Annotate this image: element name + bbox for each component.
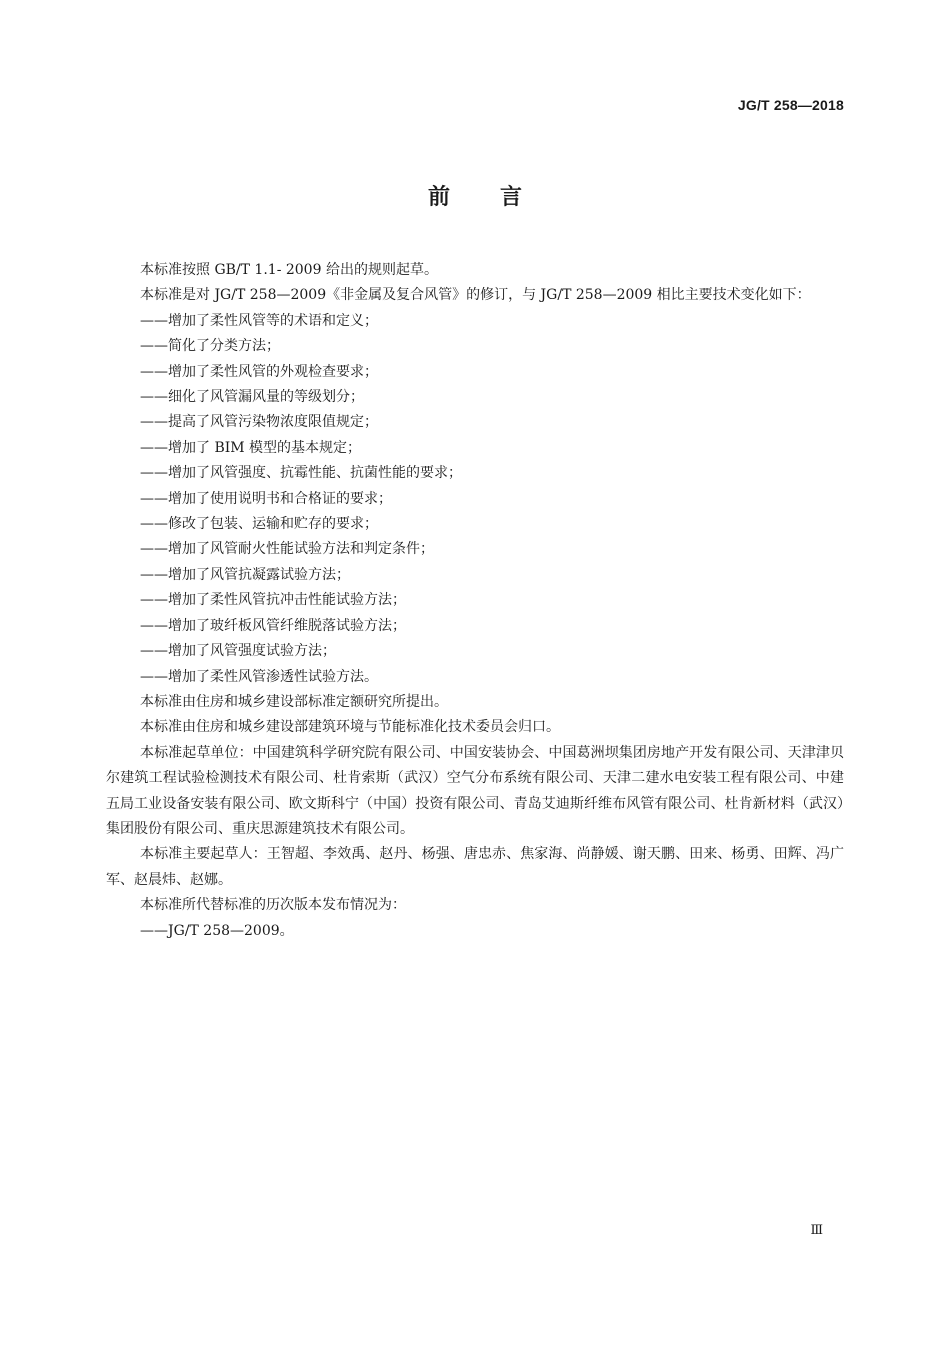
drafting-units-paragraph: 本标准起草单位：中国建筑科学研究院有限公司、中国安装协会、中国葛洲坝集团房地产开发有限公司、天津津贝尔建筑工程试验检测技术有限公司、杜肯索斯（武汉）空气分布系统有限公司、天津二建水电安装工程有限公司、中建五局工业设备安装有限公司、欧文斯科宁（中国）投资有限公司、青岛艾迪斯纤维布风管有限公司、杜肯新材料（武汉）集团股份有限公司、重庆思源建筑技术有限公司。 (106, 744, 844, 837)
list-item: ——修改了包装、运输和贮存的要求； (140, 516, 378, 533)
changes-list (106, 309, 844, 690)
history-intro-paragraph: 本标准所代替标准的历次版本发布情况为： (140, 897, 406, 914)
list-item: ——细化了风管漏风量的等级划分； (140, 389, 364, 406)
foreword-body (106, 258, 844, 944)
list-item: ——增加了玻纤板风管纤维脱落试验方法； (140, 617, 406, 634)
committee-paragraph: 本标准由住房和城乡建设部建筑环境与节能标准化技术委员会归口。 (140, 719, 560, 736)
proposer-paragraph: 本标准由住房和城乡建设部标准定额研究所提出。 (140, 693, 448, 710)
list-item: ——增加了风管强度、抗霉性能、抗菌性能的要求； (140, 465, 462, 482)
list-item: ——提高了风管污染物浓度限值规定； (140, 414, 378, 431)
drafters-paragraph: 本标准主要起草人：王智超、李效禹、赵丹、杨强、唐忠赤、焦家海、尚静媛、谢天鹏、田来、杨勇、田辉、冯广军、赵晨炜、赵娜。 (106, 846, 844, 888)
list-item: ——JG/T 258—2009。 (140, 922, 294, 939)
list-item: ——增加了柔性风管的外观检查要求； (140, 363, 378, 380)
list-item: ——增加了使用说明书和合格证的要求； (140, 490, 392, 507)
list-item: ——增加了风管强度试验方法； (140, 643, 336, 660)
standard-code: JG/T 258—2018 (737, 97, 844, 113)
list-item: ——增加了风管耐火性能试验方法和判定条件； (140, 541, 434, 558)
list-item: ——简化了分类方法； (140, 338, 280, 355)
page-title: 前言 (427, 185, 572, 210)
list-item: ——增加了风管抗凝露试验方法； (140, 566, 350, 583)
list-item: ——增加了柔性风管渗透性试验方法。 (140, 668, 378, 685)
list-item: ——增加了 BIM 模型的基本规定； (140, 439, 362, 456)
intro-paragraph: 本标准是对 JG/T 258—2009《非金属及复合风管》的修订，与 JG/T 258—2009 相比主要技术变化如下： (140, 287, 811, 304)
list-item: ——增加了柔性风管等的术语和定义； (140, 312, 378, 329)
list-item: ——增加了柔性风管抗冲击性能试验方法； (140, 592, 406, 609)
history-list (106, 919, 844, 944)
intro-paragraph: 本标准按照 GB/T 1.1- 2009 给出的规则起草。 (140, 262, 438, 278)
page-number: Ⅲ (810, 1223, 823, 1238)
